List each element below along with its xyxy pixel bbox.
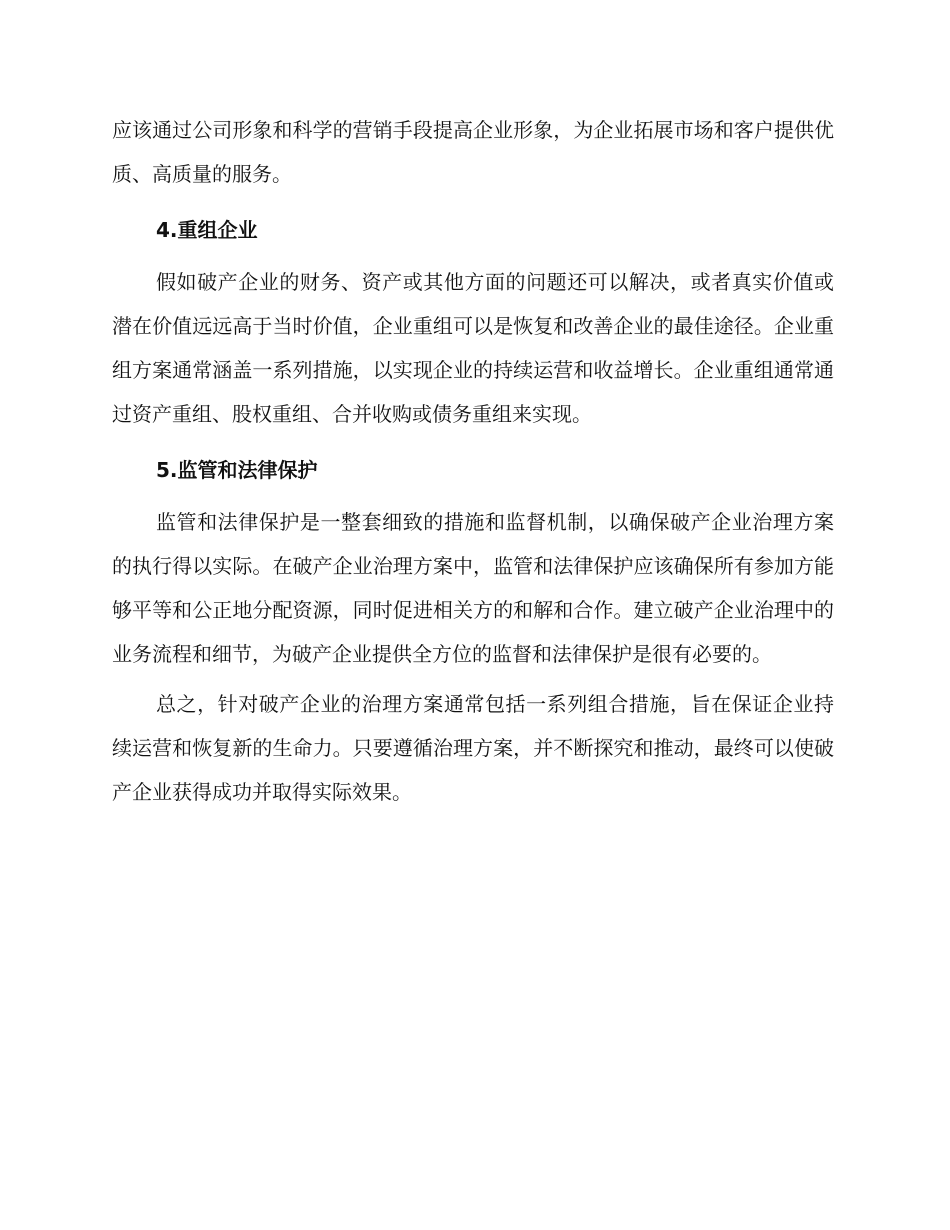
document-body — [112, 108, 834, 814]
section-paragraph-regulation: 监管和法律保护是一整套细致的措施和监督机制，以确保破产企业治理方案的执行得以实际。在破产企业治理方案中，监管和法律保护应该确保所有参加方能够平等和公正地分配资源，同时促进相关方的和解和合作。建立破产企业治理中的业务流程和细节，为破产企业提供全方位的监督和法律保护是很有必要的。 — [112, 510, 834, 666]
section-heading-restructuring: 4.重组企业 — [156, 218, 258, 242]
section-heading-regulation: 5.监管和法律保护 — [156, 458, 318, 482]
conclusion-paragraph: 总之，针对破产企业的治理方案通常包括一系列组合措施，旨在保证企业持续运营和恢复新的生命力。只要遵循治理方案，并不断探究和推动，最终可以使破产企业获得成功并取得实际效果。 — [112, 692, 834, 804]
section-paragraph-restructuring: 假如破产企业的财务、资产或其他方面的问题还可以解决，或者真实价值或潜在价值远远高于当时价值，企业重组可以是恢复和改善企业的最佳途径。企业重组方案通常涵盖一系列措施，以实现企业的持续运营和收益增长。企业重组通常通过资产重组、股权重组、合并收购或债务重组来实现。 — [112, 270, 834, 426]
spacer — [112, 436, 834, 442]
continuation-paragraph: 应该通过公司形象和科学的营销手段提高企业形象，为企业拓展市场和客户提供优质、高质量的服务。 — [112, 118, 834, 186]
spacer — [112, 196, 834, 202]
